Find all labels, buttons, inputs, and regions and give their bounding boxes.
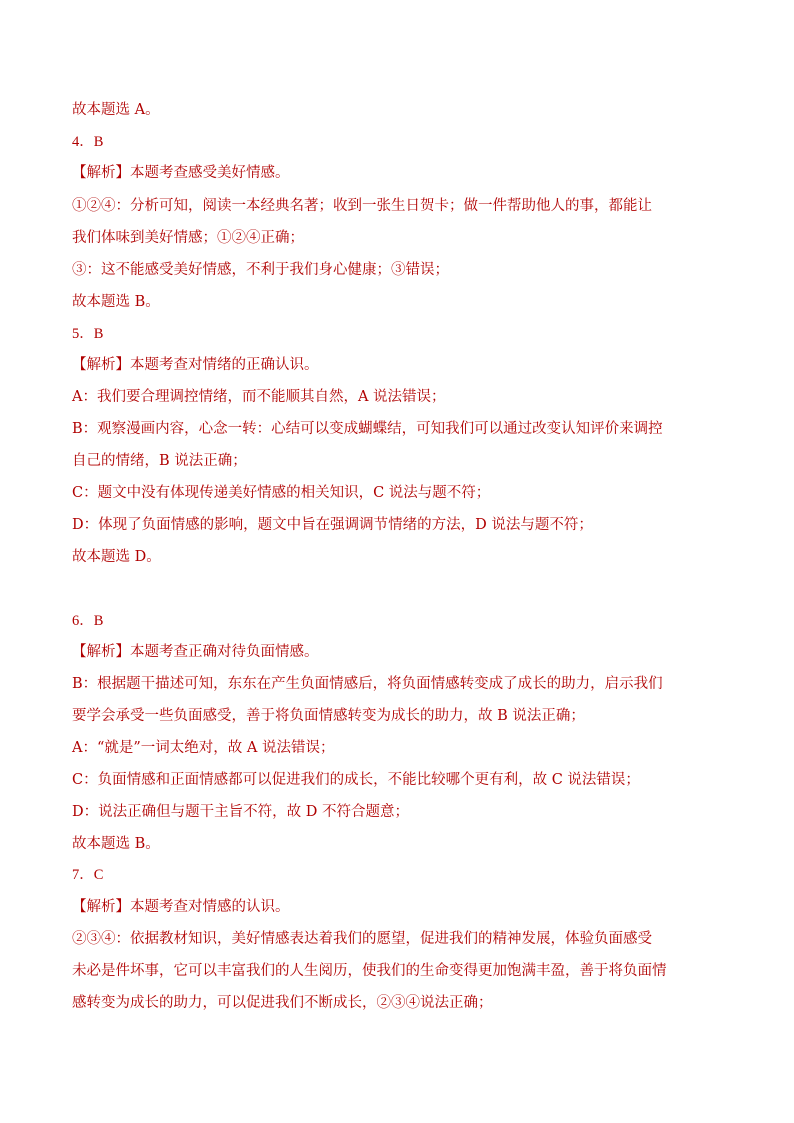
- analysis-line: A：“就是”一词太绝对，故 A 说法错误；: [72, 740, 335, 756]
- analysis-line: ①②④：分析可知，阅读一本经典名著；收到一张生日贺卡；做一件帮助他人的事，都能让: [72, 198, 652, 214]
- analysis-line: B：观察漫画内容，心念一转：心结可以变成蝴蝶结，可知我们可以通过改变认知评价来调控: [72, 421, 663, 437]
- analysis-line: 要学会承受一些负面感受，善于将负面情感转变为成长的助力，故 B 说法正确；: [72, 708, 585, 724]
- answer-line-q5: 5．B: [72, 326, 104, 342]
- analysis-line: D：说法正确但与题干主旨不符，故 D 不符合题意；: [72, 804, 409, 820]
- conclusion-line: 故本题选 B。: [72, 294, 160, 310]
- analysis-line: C：题文中没有体现传递美好情感的相关知识，C 说法与题不符；: [72, 485, 491, 501]
- analysis-line: 未必是件坏事，它可以丰富我们的人生阅历，使我们的生命变得更加饱满丰盈，善于将负面情: [72, 963, 667, 979]
- analysis-line: 感转变为成长的助力，可以促进我们不断成长，②③④说法正确；: [72, 995, 493, 1011]
- analysis-line: 我们体味到美好情感；①②④正确；: [72, 230, 304, 246]
- analysis-heading-q4: 【解析】本题考查感受美好情感。: [72, 165, 290, 181]
- conclusion-line: 故本题选 D。: [72, 549, 161, 565]
- analysis-line: ②③④：依据教材知识，美好情感表达着我们的愿望，促进我们的精神发展，体验负面感受: [72, 931, 652, 947]
- analysis-heading-q7: 【解析】本题考查对情感的认识。: [72, 899, 290, 915]
- answer-line-q4: 4．B: [72, 134, 104, 150]
- analysis-heading-q6: 【解析】本题考查正确对待负面情感。: [72, 644, 319, 660]
- analysis-line: A：我们要合理调控情绪，而不能顺其自然，A 说法错误；: [72, 389, 446, 405]
- analysis-line: C：负面情感和正面情感都可以促进我们的成长，不能比较哪个更有利，故 C 说法错误；: [72, 772, 640, 788]
- analysis-line: ③：这不能感受美好情感，不利于我们身心健康；③错误；: [72, 262, 449, 278]
- answer-line-q6: 6．B: [72, 613, 104, 629]
- conclusion-line: 故本题选 B。: [72, 836, 160, 852]
- analysis-line: B：根据题干描述可知，东东在产生负面情感后，将负面情感转变成了成长的助力，启示我们: [72, 676, 663, 692]
- answer-line-q7: 7．C: [72, 867, 104, 883]
- analysis-heading-q5: 【解析】本题考查对情绪的正确认识。: [72, 357, 319, 373]
- analysis-line: 自己的情绪，B 说法正确；: [72, 453, 247, 469]
- analysis-line: D：体现了负面情感的影响，题文中旨在强调调节情绪的方法，D 说法与题不符；: [72, 517, 593, 533]
- conclusion-line: 故本题选 A。: [72, 102, 160, 118]
